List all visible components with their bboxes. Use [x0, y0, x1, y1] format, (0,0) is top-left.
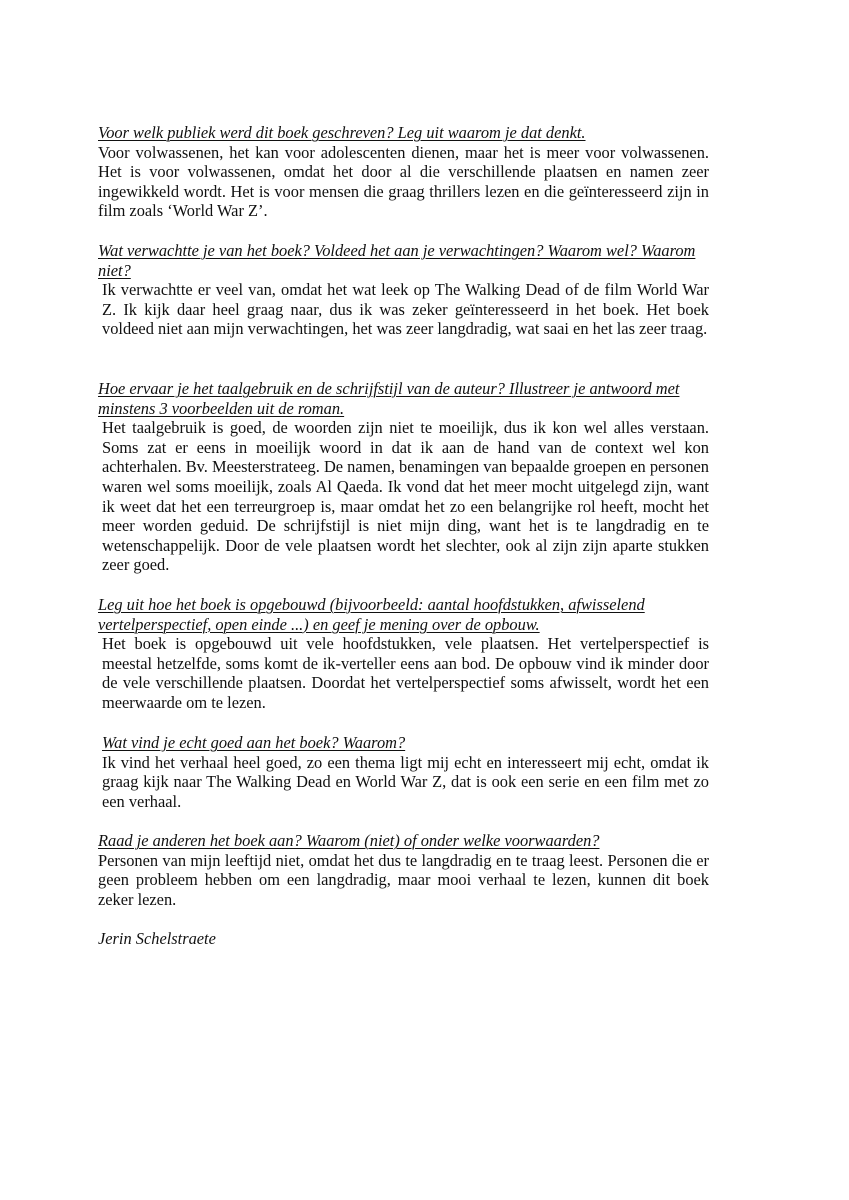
- section-strengths: [98, 733, 709, 811]
- question-heading: Voor welk publiek werd dit boek geschreven? Leg uit waarom je dat denkt.: [98, 123, 586, 142]
- answer-paragraph: Het boek is opgebouwd uit vele hoofdstukken, vele plaatsen. Het vertelperspectief is meestal hetzelfde, soms komt de ik-verteller eens aan bod. De opbouw vind ik minder door de vele verschillende plaatsen. Doordat het vertelperspectief soms afwisselt, wordt het een meerwaarde om te lezen.: [102, 634, 709, 712]
- section-target-audience: [98, 123, 709, 221]
- question-heading: Leg uit hoe het boek is opgebouwd (bijvoorbeeld: aantal hoofdstukken, afwisselend vertelperspectief, open einde ...) en geef je mening over de opbouw.: [98, 595, 645, 634]
- question-heading: Raad je anderen het boek aan? Waarom (niet) of onder welke voorwaarden?: [98, 831, 600, 850]
- answer-paragraph: Ik vind het verhaal heel goed, zo een thema ligt mij echt en interesseert mij echt, omdat ik graag kijk naar The Walking Dead en World War Z, dat is ook een serie en een film met zo een verhaal.: [102, 752, 709, 811]
- section-structure: [98, 595, 709, 713]
- question-heading: Wat verwachtte je van het boek? Voldeed het aan je verwachtingen? Waarom wel? Waarom niet?: [98, 241, 696, 280]
- question-heading: Hoe ervaar je het taalgebruik en de schrijfstijl van de auteur? Illustreer je antwoord met minstens 3 voorbeelden uit de roman.: [98, 379, 680, 418]
- question-heading: Wat vind je echt goed aan het boek? Waarom?: [102, 733, 406, 752]
- section-language-style: [98, 379, 709, 575]
- answer-paragraph: Voor volwassenen, het kan voor adolescenten dienen, maar het is meer voor volwassenen. Het is voor volwassenen, omdat het door al die verschillende plaatsen en namen zeer ingewikkeld wordt. Het is voor mensen die graag thrillers lezen en die geïnteresseerd zijn in film zoals ‘World War Z’.: [98, 142, 709, 221]
- answer-paragraph: Personen van mijn leeftijd niet, omdat het dus te langdradig en te traag leest. Personen die er geen probleem hebben om een langdradig, maar mooi verhaal te lezen, kunnen dit boek zeker lezen.: [98, 850, 709, 909]
- section-recommendation: [98, 831, 709, 909]
- answer-paragraph: Het taalgebruik is goed, de woorden zijn niet te moeilijk, dus ik kon wel alles verstaan. Soms zat er eens in moeilijk woord in dat ik aan de hand van de context wel kon achterhalen. Bv. Meesterstrateeg. De namen, benamingen van bepaalde groepen en personen waren wel soms moeilijk, zoals Al Qaeda. Ik vond dat het meer mocht uitgelegd zijn, want ik weet dat het een terreurgroep is, maar omdat het zo een belangrijke rol heeft, mocht het meer worden geduid. De schrijfstijl is niet mijn ding, want het is te langdradig en te wetenschappelijk. Door de vele plaatsen wordt het slechter, ook al zijn zijn aparte stukken zeer goed.: [102, 418, 709, 575]
- author-signature: Jerin Schelstraete: [98, 929, 216, 948]
- answer-paragraph: Ik verwachtte er veel van, omdat het wat leek op The Walking Dead of de film World War Z. Ik kijk daar heel graag naar, dus ik was zeker geïnteresseerd in het boek. Het boek voldeed niet aan mijn verwachtingen, het was zeer langdradig, wat saai en het las zeer traag.: [102, 280, 709, 339]
- section-expectations: [98, 241, 709, 339]
